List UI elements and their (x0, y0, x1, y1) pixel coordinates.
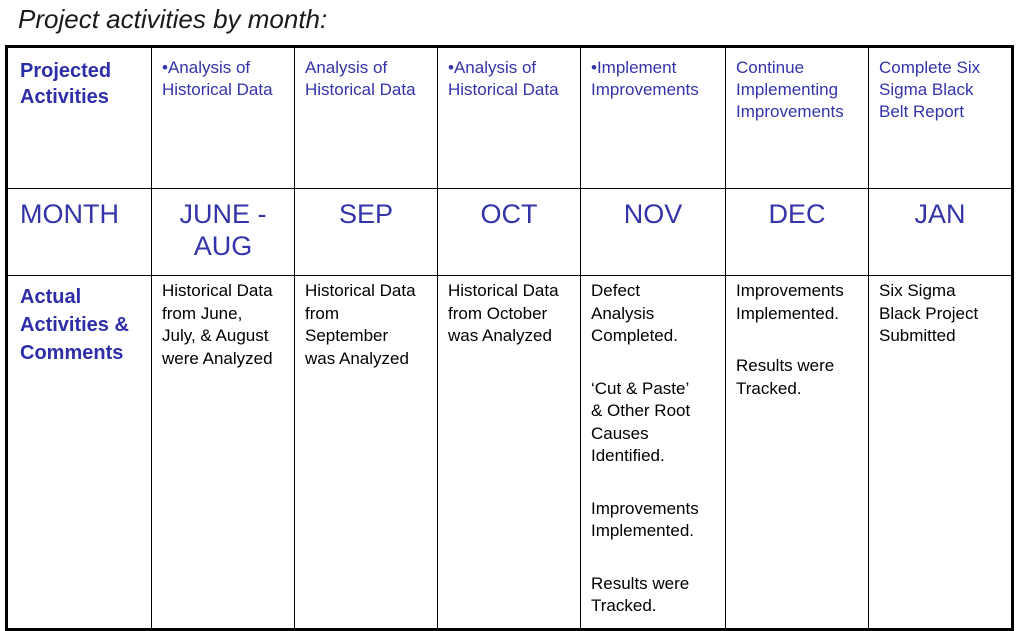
actual-comment: Defect Analysis Completed. (591, 281, 678, 345)
actual-activities-header: Actual Activities & Comments (7, 276, 152, 630)
actual-comment: Six Sigma Black Project Submitted (879, 281, 979, 345)
actual-activity-cell (869, 276, 1013, 630)
actual-comment: Historical Data from September was Analyzed (305, 281, 416, 368)
actual-activities-row (7, 276, 1013, 630)
actual-comment: Improvements Implemented. (736, 281, 844, 323)
month-row (7, 189, 1013, 276)
actual-activity-cell (438, 276, 581, 630)
month-cell: NOV (581, 189, 726, 276)
actual-comment: Historical Data from June, July, & August were Analyzed (162, 281, 273, 368)
month-header: MONTH (7, 189, 152, 276)
projected-activities-header: Projected Activities (7, 47, 152, 189)
actual-activity-cell (726, 276, 869, 630)
actual-activity-cell (152, 276, 295, 630)
actual-activity-cell (581, 276, 726, 630)
projected-activity-cell: •Analysis of Historical Data (438, 47, 581, 189)
projected-activities-row (7, 47, 1013, 189)
activity-table (5, 45, 1014, 631)
projected-activity-cell: Analysis of Historical Data (295, 47, 438, 189)
month-cell: JAN (869, 189, 1013, 276)
month-cell: OCT (438, 189, 581, 276)
month-cell: SEP (295, 189, 438, 276)
actual-comment: Results were Tracked. (591, 573, 690, 615)
projected-activity-cell: •Analysis of Historical Data (152, 47, 295, 189)
projected-activity-cell: Continue Implementing Improvements (726, 47, 869, 189)
actual-activity-cell (295, 276, 438, 630)
actual-comment: Results were Tracked. (736, 356, 835, 398)
month-cell: DEC (726, 189, 869, 276)
actual-comment: ‘Cut & Paste’ & Other Root Causes Identified. (591, 378, 691, 465)
projected-activity-cell: Complete Six Sigma Black Belt Report (869, 47, 1013, 189)
page-title: Project activities by month: (18, 4, 328, 34)
month-cell: JUNE - AUG (152, 189, 295, 276)
actual-comment: Historical Data from October was Analyzed (448, 281, 559, 345)
actual-comment: Improvements Implemented. (591, 498, 699, 540)
projected-activity-cell: •Implement Improvements (581, 47, 726, 189)
